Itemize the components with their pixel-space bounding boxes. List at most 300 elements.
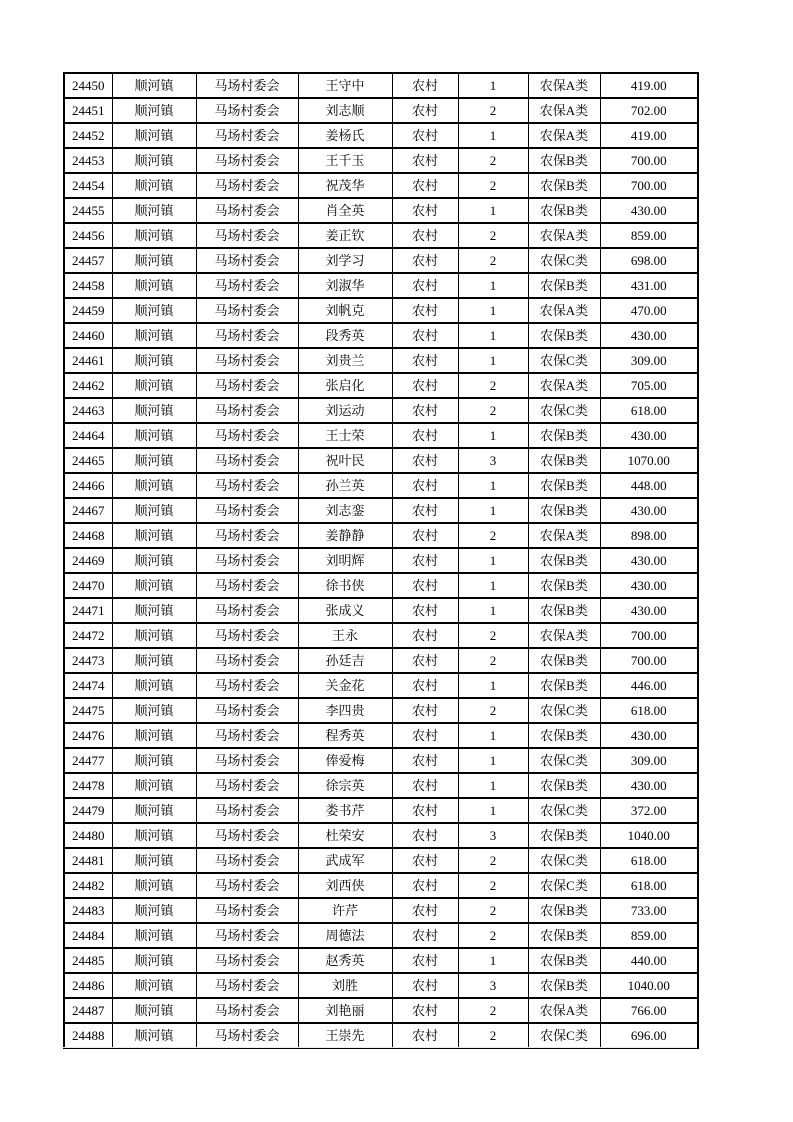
table-row (64, 123, 698, 148)
cell-record-id: 24454 (64, 173, 112, 198)
cell-person-count: 2 (458, 648, 528, 673)
table-row (64, 998, 698, 1023)
cell-insurance-category: 农保A类 (528, 373, 600, 398)
cell-amount: 700.00 (600, 148, 698, 173)
cell-amount: 430.00 (600, 598, 698, 623)
cell-record-id: 24456 (64, 223, 112, 248)
cell-name: 刘运动 (298, 398, 392, 423)
cell-person-count: 1 (458, 548, 528, 573)
cell-name: 王千玉 (298, 148, 392, 173)
cell-record-id: 24460 (64, 323, 112, 348)
cell-town: 顺河镇 (112, 298, 196, 323)
cell-person-count: 1 (458, 473, 528, 498)
cell-amount: 618.00 (600, 873, 698, 898)
table-row (64, 673, 698, 698)
cell-amount: 1040.00 (600, 823, 698, 848)
table-row (64, 223, 698, 248)
cell-name: 程秀英 (298, 723, 392, 748)
cell-village-committee: 马场村委会 (196, 548, 298, 573)
cell-town: 顺河镇 (112, 848, 196, 873)
cell-town: 顺河镇 (112, 173, 196, 198)
cell-name: 俸爱梅 (298, 748, 392, 773)
cell-town: 顺河镇 (112, 923, 196, 948)
cell-person-count: 2 (458, 848, 528, 873)
cell-household-type: 农村 (392, 598, 458, 623)
table-row (64, 373, 698, 398)
cell-person-count: 2 (458, 1023, 528, 1048)
cell-household-type: 农村 (392, 523, 458, 548)
cell-person-count: 1 (458, 748, 528, 773)
cell-insurance-category: 农保C类 (528, 398, 600, 423)
cell-name: 赵秀英 (298, 948, 392, 973)
cell-record-id: 24487 (64, 998, 112, 1023)
cell-amount: 618.00 (600, 698, 698, 723)
cell-town: 顺河镇 (112, 448, 196, 473)
cell-amount: 696.00 (600, 1023, 698, 1048)
table-row (64, 698, 698, 723)
cell-record-id: 24463 (64, 398, 112, 423)
cell-name: 刘贵兰 (298, 348, 392, 373)
cell-amount: 309.00 (600, 348, 698, 373)
cell-town: 顺河镇 (112, 148, 196, 173)
cell-household-type: 农村 (392, 448, 458, 473)
cell-insurance-category: 农保A类 (528, 623, 600, 648)
cell-amount: 430.00 (600, 723, 698, 748)
table-row (64, 748, 698, 773)
cell-insurance-category: 农保B类 (528, 923, 600, 948)
cell-village-committee: 马场村委会 (196, 273, 298, 298)
cell-person-count: 2 (458, 173, 528, 198)
cell-town: 顺河镇 (112, 348, 196, 373)
table-row (64, 1023, 698, 1048)
table-row (64, 73, 698, 98)
table-row (64, 648, 698, 673)
cell-village-committee: 马场村委会 (196, 673, 298, 698)
cell-record-id: 24472 (64, 623, 112, 648)
table-row (64, 173, 698, 198)
cell-town: 顺河镇 (112, 823, 196, 848)
cell-household-type: 农村 (392, 398, 458, 423)
table-row (64, 923, 698, 948)
cell-village-committee: 马场村委会 (196, 98, 298, 123)
cell-amount: 766.00 (600, 998, 698, 1023)
cell-town: 顺河镇 (112, 523, 196, 548)
cell-town: 顺河镇 (112, 973, 196, 998)
cell-household-type: 农村 (392, 248, 458, 273)
cell-person-count: 2 (458, 923, 528, 948)
cell-name: 王士荣 (298, 423, 392, 448)
cell-village-committee: 马场村委会 (196, 223, 298, 248)
cell-village-committee: 马场村委会 (196, 848, 298, 873)
cell-person-count: 2 (458, 248, 528, 273)
cell-amount: 618.00 (600, 398, 698, 423)
cell-name: 张启化 (298, 373, 392, 398)
table-row (64, 548, 698, 573)
cell-record-id: 24471 (64, 598, 112, 623)
cell-town: 顺河镇 (112, 873, 196, 898)
cell-amount: 859.00 (600, 923, 698, 948)
cell-household-type: 农村 (392, 823, 458, 848)
cell-village-committee: 马场村委会 (196, 298, 298, 323)
cell-village-committee: 马场村委会 (196, 173, 298, 198)
cell-person-count: 1 (458, 198, 528, 223)
cell-town: 顺河镇 (112, 598, 196, 623)
cell-record-id: 24459 (64, 298, 112, 323)
insurance-roster-table (63, 72, 699, 1049)
cell-household-type: 农村 (392, 948, 458, 973)
cell-town: 顺河镇 (112, 948, 196, 973)
cell-person-count: 2 (458, 373, 528, 398)
cell-name: 刘艳丽 (298, 998, 392, 1023)
cell-household-type: 农村 (392, 323, 458, 348)
cell-name: 刘淑华 (298, 273, 392, 298)
cell-record-id: 24461 (64, 348, 112, 373)
cell-person-count: 2 (458, 623, 528, 648)
cell-person-count: 1 (458, 298, 528, 323)
cell-insurance-category: 农保B类 (528, 898, 600, 923)
cell-village-committee: 马场村委会 (196, 323, 298, 348)
table-row (64, 873, 698, 898)
cell-household-type: 农村 (392, 273, 458, 298)
cell-record-id: 24481 (64, 848, 112, 873)
cell-town: 顺河镇 (112, 123, 196, 148)
cell-village-committee: 马场村委会 (196, 898, 298, 923)
cell-amount: 733.00 (600, 898, 698, 923)
cell-insurance-category: 农保B类 (528, 773, 600, 798)
cell-amount: 430.00 (600, 573, 698, 598)
cell-insurance-category: 农保A类 (528, 123, 600, 148)
cell-amount: 700.00 (600, 623, 698, 648)
cell-name: 张成义 (298, 598, 392, 623)
table-row (64, 198, 698, 223)
cell-village-committee: 马场村委会 (196, 948, 298, 973)
cell-town: 顺河镇 (112, 423, 196, 448)
cell-record-id: 24457 (64, 248, 112, 273)
cell-record-id: 24484 (64, 923, 112, 948)
table-row (64, 473, 698, 498)
cell-village-committee: 马场村委会 (196, 873, 298, 898)
table-row (64, 498, 698, 523)
cell-record-id: 24474 (64, 673, 112, 698)
cell-household-type: 农村 (392, 998, 458, 1023)
cell-town: 顺河镇 (112, 548, 196, 573)
cell-name: 徐书侠 (298, 573, 392, 598)
cell-household-type: 农村 (392, 123, 458, 148)
cell-name: 刘志顺 (298, 98, 392, 123)
cell-amount: 419.00 (600, 73, 698, 98)
cell-amount: 446.00 (600, 673, 698, 698)
cell-amount: 1040.00 (600, 973, 698, 998)
cell-household-type: 农村 (392, 698, 458, 723)
table-row (64, 398, 698, 423)
cell-person-count: 2 (458, 223, 528, 248)
cell-person-count: 3 (458, 973, 528, 998)
cell-person-count: 3 (458, 823, 528, 848)
cell-village-committee: 马场村委会 (196, 573, 298, 598)
table-row (64, 798, 698, 823)
cell-record-id: 24467 (64, 498, 112, 523)
cell-household-type: 农村 (392, 73, 458, 98)
cell-insurance-category: 农保B类 (528, 673, 600, 698)
cell-village-committee: 马场村委会 (196, 748, 298, 773)
cell-village-committee: 马场村委会 (196, 773, 298, 798)
table-row (64, 148, 698, 173)
cell-person-count: 2 (458, 523, 528, 548)
cell-insurance-category: 农保B类 (528, 423, 600, 448)
cell-name: 杜荣安 (298, 823, 392, 848)
cell-insurance-category: 农保B类 (528, 973, 600, 998)
cell-insurance-category: 农保B类 (528, 823, 600, 848)
table-row (64, 323, 698, 348)
cell-record-id: 24465 (64, 448, 112, 473)
table-row (64, 298, 698, 323)
cell-name: 关金花 (298, 673, 392, 698)
cell-village-committee: 马场村委会 (196, 973, 298, 998)
cell-amount: 700.00 (600, 648, 698, 673)
cell-amount: 430.00 (600, 198, 698, 223)
cell-person-count: 1 (458, 673, 528, 698)
cell-town: 顺河镇 (112, 698, 196, 723)
cell-insurance-category: 农保B类 (528, 723, 600, 748)
cell-insurance-category: 农保B类 (528, 173, 600, 198)
cell-name: 刘胜 (298, 973, 392, 998)
cell-amount: 1070.00 (600, 448, 698, 473)
cell-person-count: 2 (458, 148, 528, 173)
cell-record-id: 24455 (64, 198, 112, 223)
cell-person-count: 1 (458, 423, 528, 448)
cell-name: 王守中 (298, 73, 392, 98)
cell-record-id: 24482 (64, 873, 112, 898)
table-row (64, 948, 698, 973)
cell-town: 顺河镇 (112, 723, 196, 748)
cell-village-committee: 马场村委会 (196, 698, 298, 723)
ghost-gridline (63, 1047, 697, 1050)
cell-town: 顺河镇 (112, 623, 196, 648)
cell-village-committee: 马场村委会 (196, 798, 298, 823)
cell-record-id: 24469 (64, 548, 112, 573)
cell-town: 顺河镇 (112, 673, 196, 698)
cell-record-id: 24468 (64, 523, 112, 548)
cell-town: 顺河镇 (112, 198, 196, 223)
cell-person-count: 2 (458, 698, 528, 723)
cell-insurance-category: 农保C类 (528, 348, 600, 373)
cell-name: 徐宗英 (298, 773, 392, 798)
cell-insurance-category: 农保A类 (528, 998, 600, 1023)
cell-amount: 430.00 (600, 423, 698, 448)
cell-household-type: 农村 (392, 473, 458, 498)
table-row (64, 823, 698, 848)
table-row (64, 348, 698, 373)
cell-name: 刘明辉 (298, 548, 392, 573)
cell-person-count: 2 (458, 398, 528, 423)
cell-insurance-category: 农保C类 (528, 748, 600, 773)
cell-amount: 430.00 (600, 323, 698, 348)
cell-amount: 419.00 (600, 123, 698, 148)
cell-town: 顺河镇 (112, 1023, 196, 1048)
cell-name: 姜静静 (298, 523, 392, 548)
cell-insurance-category: 农保B类 (528, 948, 600, 973)
cell-amount: 898.00 (600, 523, 698, 548)
cell-village-committee: 马场村委会 (196, 523, 298, 548)
table-row (64, 423, 698, 448)
table-row (64, 898, 698, 923)
cell-name: 王崇先 (298, 1023, 392, 1048)
cell-household-type: 农村 (392, 173, 458, 198)
cell-record-id: 24483 (64, 898, 112, 923)
cell-household-type: 农村 (392, 723, 458, 748)
cell-town: 顺河镇 (112, 373, 196, 398)
cell-household-type: 农村 (392, 673, 458, 698)
cell-name: 娄书芹 (298, 798, 392, 823)
cell-town: 顺河镇 (112, 798, 196, 823)
cell-name: 姜杨氏 (298, 123, 392, 148)
cell-insurance-category: 农保B类 (528, 448, 600, 473)
cell-household-type: 农村 (392, 798, 458, 823)
cell-insurance-category: 农保A类 (528, 73, 600, 98)
cell-name: 刘学习 (298, 248, 392, 273)
cell-village-committee: 马场村委会 (196, 823, 298, 848)
cell-person-count: 1 (458, 798, 528, 823)
cell-town: 顺河镇 (112, 323, 196, 348)
cell-person-count: 2 (458, 873, 528, 898)
cell-amount: 700.00 (600, 173, 698, 198)
cell-household-type: 农村 (392, 198, 458, 223)
cell-record-id: 24476 (64, 723, 112, 748)
table-row (64, 573, 698, 598)
cell-record-id: 24486 (64, 973, 112, 998)
cell-amount: 702.00 (600, 98, 698, 123)
cell-name: 段秀英 (298, 323, 392, 348)
cell-name: 孙廷吉 (298, 648, 392, 673)
cell-person-count: 2 (458, 998, 528, 1023)
cell-person-count: 1 (458, 123, 528, 148)
table-row (64, 623, 698, 648)
cell-name: 肖全英 (298, 198, 392, 223)
cell-village-committee: 马场村委会 (196, 73, 298, 98)
table-row (64, 973, 698, 998)
cell-insurance-category: 农保B类 (528, 598, 600, 623)
cell-insurance-category: 农保C类 (528, 848, 600, 873)
cell-town: 顺河镇 (112, 248, 196, 273)
cell-name: 王永 (298, 623, 392, 648)
cell-household-type: 农村 (392, 973, 458, 998)
cell-amount: 618.00 (600, 848, 698, 873)
cell-household-type: 农村 (392, 548, 458, 573)
cell-insurance-category: 农保B类 (528, 548, 600, 573)
cell-village-committee: 马场村委会 (196, 598, 298, 623)
cell-household-type: 农村 (392, 148, 458, 173)
cell-household-type: 农村 (392, 573, 458, 598)
cell-name: 刘西侠 (298, 873, 392, 898)
cell-village-committee: 马场村委会 (196, 348, 298, 373)
cell-record-id: 24462 (64, 373, 112, 398)
cell-household-type: 农村 (392, 873, 458, 898)
cell-town: 顺河镇 (112, 573, 196, 598)
table-row (64, 523, 698, 548)
cell-household-type: 农村 (392, 423, 458, 448)
table-row (64, 448, 698, 473)
cell-village-committee: 马场村委会 (196, 623, 298, 648)
cell-insurance-category: 农保A类 (528, 223, 600, 248)
cell-person-count: 1 (458, 498, 528, 523)
cell-household-type: 农村 (392, 773, 458, 798)
cell-village-committee: 马场村委会 (196, 648, 298, 673)
cell-amount: 705.00 (600, 373, 698, 398)
cell-village-committee: 马场村委会 (196, 148, 298, 173)
cell-person-count: 1 (458, 598, 528, 623)
cell-record-id: 24479 (64, 798, 112, 823)
cell-village-committee: 马场村委会 (196, 248, 298, 273)
cell-person-count: 1 (458, 773, 528, 798)
cell-town: 顺河镇 (112, 98, 196, 123)
cell-person-count: 1 (458, 323, 528, 348)
cell-name: 孙兰英 (298, 473, 392, 498)
cell-name: 祝茂华 (298, 173, 392, 198)
cell-person-count: 2 (458, 898, 528, 923)
cell-town: 顺河镇 (112, 498, 196, 523)
cell-household-type: 农村 (392, 748, 458, 773)
cell-insurance-category: 农保B类 (528, 498, 600, 523)
cell-household-type: 农村 (392, 223, 458, 248)
cell-household-type: 农村 (392, 298, 458, 323)
cell-town: 顺河镇 (112, 73, 196, 98)
cell-town: 顺河镇 (112, 998, 196, 1023)
cell-person-count: 1 (458, 273, 528, 298)
cell-town: 顺河镇 (112, 648, 196, 673)
cell-name: 武成军 (298, 848, 392, 873)
cell-insurance-category: 农保C类 (528, 1023, 600, 1048)
cell-insurance-category: 农保A类 (528, 523, 600, 548)
cell-insurance-category: 农保B类 (528, 648, 600, 673)
cell-name: 许芹 (298, 898, 392, 923)
cell-village-committee: 马场村委会 (196, 423, 298, 448)
cell-village-committee: 马场村委会 (196, 923, 298, 948)
cell-insurance-category: 农保B类 (528, 323, 600, 348)
cell-household-type: 农村 (392, 498, 458, 523)
cell-insurance-category: 农保C类 (528, 698, 600, 723)
cell-person-count: 1 (458, 723, 528, 748)
cell-amount: 440.00 (600, 948, 698, 973)
cell-insurance-category: 农保A类 (528, 98, 600, 123)
cell-record-id: 24477 (64, 748, 112, 773)
table-row (64, 848, 698, 873)
cell-household-type: 农村 (392, 898, 458, 923)
table-row (64, 98, 698, 123)
cell-town: 顺河镇 (112, 398, 196, 423)
cell-village-committee: 马场村委会 (196, 448, 298, 473)
cell-record-id: 24470 (64, 573, 112, 598)
cell-person-count: 3 (458, 448, 528, 473)
cell-amount: 430.00 (600, 773, 698, 798)
table-row (64, 773, 698, 798)
cell-insurance-category: 农保B类 (528, 273, 600, 298)
cell-record-id: 24450 (64, 73, 112, 98)
cell-person-count: 1 (458, 573, 528, 598)
cell-record-id: 24473 (64, 648, 112, 673)
table-row (64, 723, 698, 748)
cell-amount: 448.00 (600, 473, 698, 498)
cell-person-count: 1 (458, 348, 528, 373)
cell-insurance-category: 农保B类 (528, 198, 600, 223)
cell-record-id: 24453 (64, 148, 112, 173)
cell-town: 顺河镇 (112, 773, 196, 798)
cell-village-committee: 马场村委会 (196, 198, 298, 223)
cell-village-committee: 马场村委会 (196, 998, 298, 1023)
cell-insurance-category: 农保C类 (528, 873, 600, 898)
cell-town: 顺河镇 (112, 473, 196, 498)
cell-insurance-category: 农保A类 (528, 298, 600, 323)
cell-insurance-category: 农保B类 (528, 148, 600, 173)
